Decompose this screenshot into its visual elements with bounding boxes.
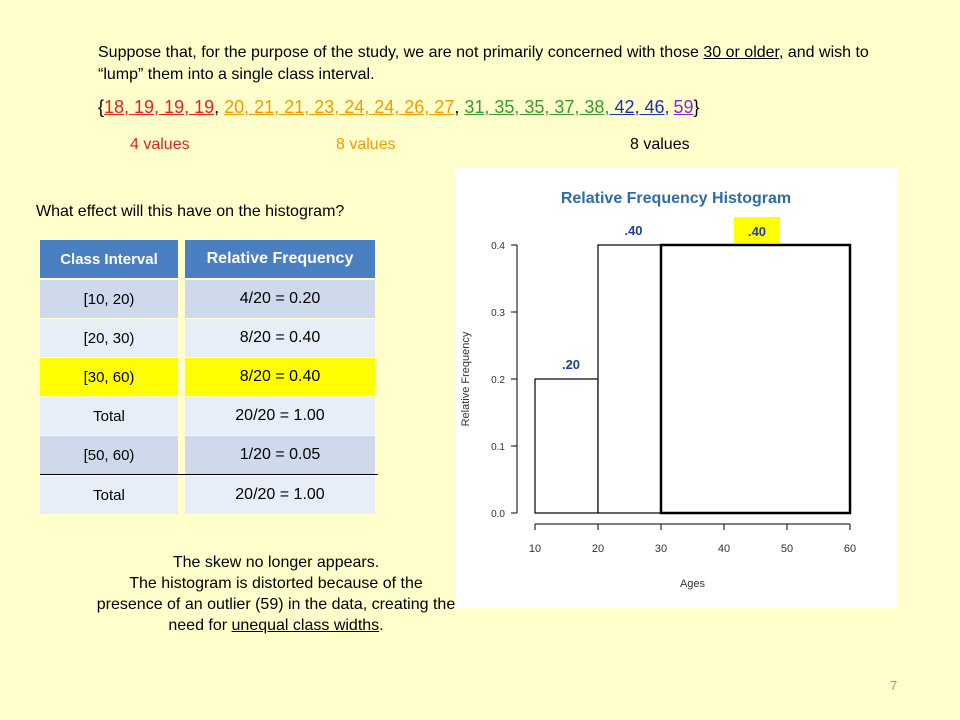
x-tick-label: 30 (654, 543, 668, 555)
conclusion-line2 (96, 573, 456, 636)
intro-text-end: , and wish to “lump” them into a single class interval. (98, 44, 869, 83)
brace-open: { (98, 97, 105, 117)
y-tick-label: 0.2 (491, 375, 505, 386)
x-tick-label: 40 (717, 543, 731, 555)
bar-value-label: .40 (747, 224, 767, 239)
histogram-bar (535, 379, 598, 513)
table-cell: Total (40, 397, 178, 435)
table-cell: [50, 60) (40, 436, 178, 474)
table-cell: 8/20 = 0.40 (185, 358, 375, 396)
table-cell: 1/20 = 0.05 (185, 436, 375, 474)
bar-value-label: .20 (561, 357, 581, 372)
x-tick-label: 50 (780, 543, 794, 555)
dataset-line (98, 97, 700, 118)
brace-close: } (693, 97, 700, 117)
bar-value-label: .40 (624, 223, 643, 238)
separator: , (454, 97, 465, 117)
table-cell: [30, 60) (40, 358, 178, 396)
conclusion-underlined: unequal class widths (231, 617, 380, 634)
x-tick-label: 20 (591, 543, 605, 555)
table-divider (40, 474, 378, 475)
group-purple: 59 (673, 97, 694, 117)
x-tick-label: 60 (843, 543, 857, 555)
separator: , (214, 97, 225, 117)
intro-text: Suppose that, for the purpose of the study, we are not primarily concerned with those (98, 44, 704, 61)
count-red: 4 values (130, 136, 190, 153)
conclusion-period: . (379, 617, 384, 634)
table-cell: 20/20 = 1.00 (185, 397, 375, 435)
table-cell: 8/20 = 0.40 (185, 319, 375, 357)
y-axis-label: Relative Frequency (460, 331, 472, 427)
y-tick-label: 0.0 (491, 509, 505, 520)
group-blue: 42, 46, (609, 97, 670, 117)
histogram-panel (455, 168, 897, 608)
histogram-bar (661, 245, 850, 513)
count-orange: 8 values (336, 136, 396, 153)
conclusion-line1: The skew no longer appears. (172, 554, 380, 571)
chart-title: Relative Frequency Histogram (560, 190, 792, 207)
header-class-interval: Class Interval (40, 240, 178, 278)
intro-underlined: 30 or older (703, 44, 779, 61)
group-orange: 20, 21, 21, 23, 24, 24, 26, 27 (224, 97, 455, 117)
conclusion-text (96, 552, 456, 636)
y-tick-label: 0.4 (491, 241, 505, 252)
x-axis-label: Ages (679, 578, 706, 590)
table-cell: [20, 30) (40, 319, 178, 357)
header-relative-frequency: Relative Frequency (185, 240, 375, 278)
y-tick-label: 0.3 (491, 308, 505, 319)
intro-paragraph (98, 42, 918, 86)
y-tick-label: 0.1 (491, 442, 505, 453)
question-text: What effect will this have on the histogram? (36, 203, 345, 220)
group-green: 31, 35, 35, 37, 38, (464, 97, 610, 117)
histogram-bar (598, 245, 661, 513)
group-red: 18, 19, 19, 19 (104, 97, 215, 117)
table-cell: Total (40, 476, 178, 514)
table-cell: 4/20 = 0.20 (185, 280, 375, 318)
histogram-chart (455, 168, 897, 608)
conclusion-body: The histogram is distorted because of the presence of an outlier (59) in the data, creating the need for (96, 575, 456, 634)
count-black: 8 values (630, 136, 690, 153)
page-number: 7 (890, 678, 898, 693)
table-cell: [10, 20) (40, 280, 178, 318)
table-cell: 20/20 = 1.00 (185, 476, 375, 514)
x-tick-label: 10 (528, 543, 542, 555)
